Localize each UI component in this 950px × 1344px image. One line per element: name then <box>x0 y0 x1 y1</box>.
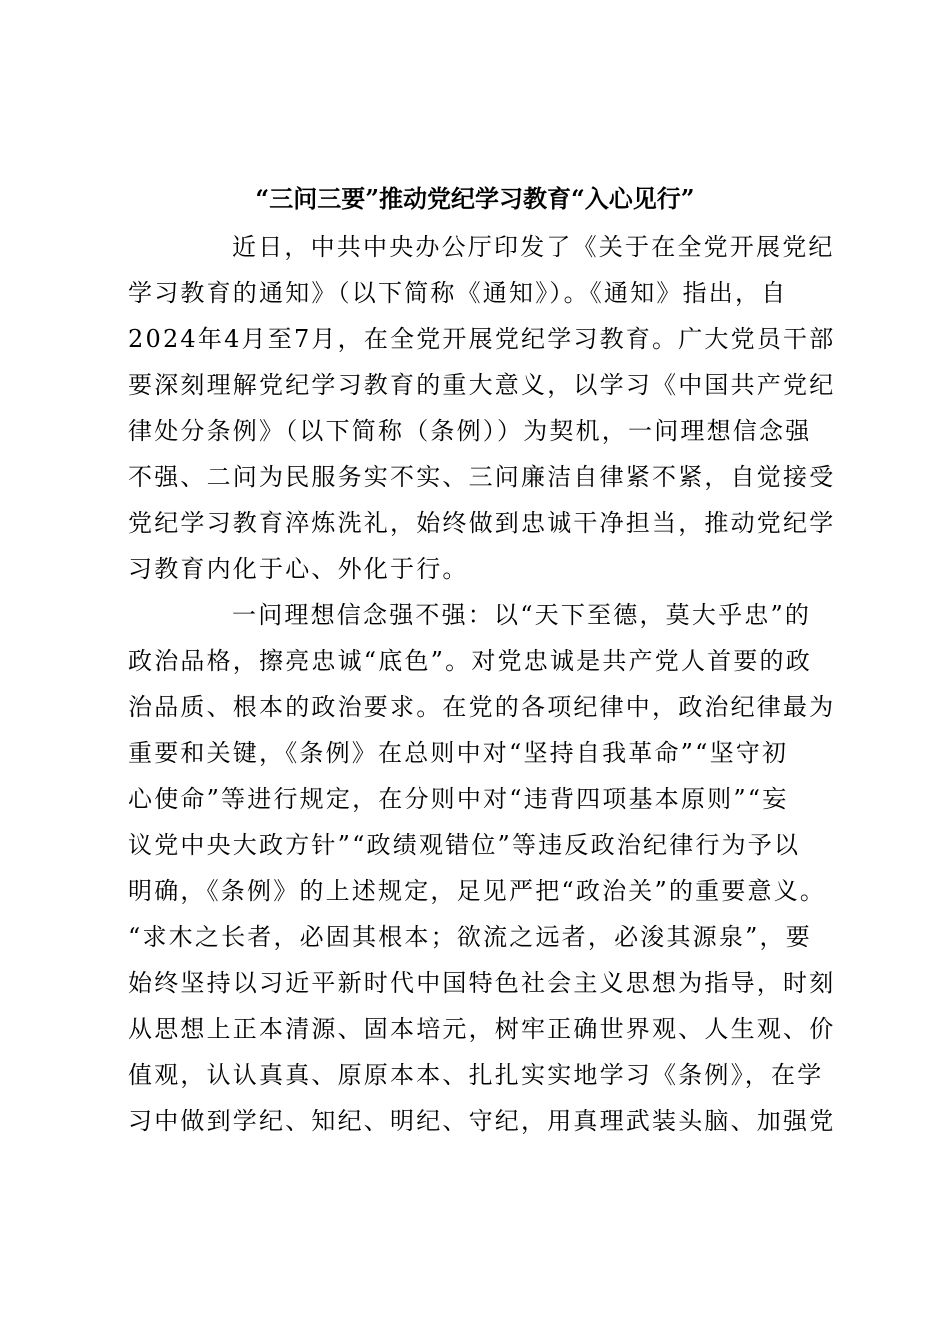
paragraph-2-line-3: 治品质、根本的政治要求。在党的各项纪律中，政治纪律最为 <box>128 693 836 721</box>
paragraph-1-line-1: 近日，中共中央办公厅印发了《关于在全党开展党纪 <box>232 233 835 261</box>
paragraph-1-line-4: 要深刻理解党纪学习教育的重大意义，以学习《中国共产党纪 <box>128 371 836 399</box>
document-title: “三问三要”推动党纪学习教育“入心见行” <box>255 184 695 213</box>
paragraph-2-line-1: 一问理想信念强不强：以“天下至德，莫大乎忠”的 <box>232 601 812 629</box>
paragraph-2-line-5: 心使命”等进行规定，在分则中对“违背四项基本原则”“妄 <box>128 785 789 813</box>
paragraph-2-line-2: 政治品格，擦亮忠诚“底色”。对党忠诚是共产党人首要的政 <box>128 647 812 675</box>
paragraph-1-line-2: 学习教育的通知》（以下简称《通知》）。《通知》指出，自 <box>128 279 788 307</box>
paragraph-1-line-6: 不强、二问为民服务实不实、三问廉洁自律紧不紧，自觉接受 <box>128 463 836 491</box>
paragraph-2-line-9: 始终坚持以习近平新时代中国特色社会主义思想为指导，时刻 <box>128 969 836 997</box>
paragraph-2-line-7: 明确，《条例》的上述规定，足见严把“政治关”的重要意义。 <box>128 877 827 905</box>
paragraph-2-line-8: “求木之长者，必固其根本；欲流之远者，必浚其源泉”，要 <box>128 923 812 951</box>
paragraph-1-line-8: 习教育内化于心、外化于行。 <box>128 555 469 583</box>
paragraph-2-line-11: 值观，认认真真、原原本本、扎扎实实地学习《条例》，在学 <box>128 1061 824 1089</box>
paragraph-1-line-5: 律处分条例》（以下简称（条例））为契机，一问理想信念强 <box>128 417 812 445</box>
paragraph-2-line-4: 重要和关键，《条例》在总则中对“坚持自我革命”“坚守初 <box>128 739 789 767</box>
paragraph-1-line-3: 2024年4月至7月，在全党开展党纪学习教育。广大党员干部 <box>128 325 836 353</box>
paragraph-1-line-7: 党纪学习教育淬炼洗礼，始终做到忠诚干净担当，推动党纪学 <box>128 509 836 537</box>
paragraph-2-line-6: 议党中央大政方针”“政绩观错位”等违反政治纪律行为予以 <box>128 831 801 859</box>
paragraph-2-line-10: 从思想上正本清源、固本培元，树牢正确世界观、人生观、价 <box>128 1015 836 1043</box>
paragraph-2-line-12: 习中做到学纪、知纪、明纪、守纪，用真理武装头脑、加强党 <box>128 1107 836 1135</box>
